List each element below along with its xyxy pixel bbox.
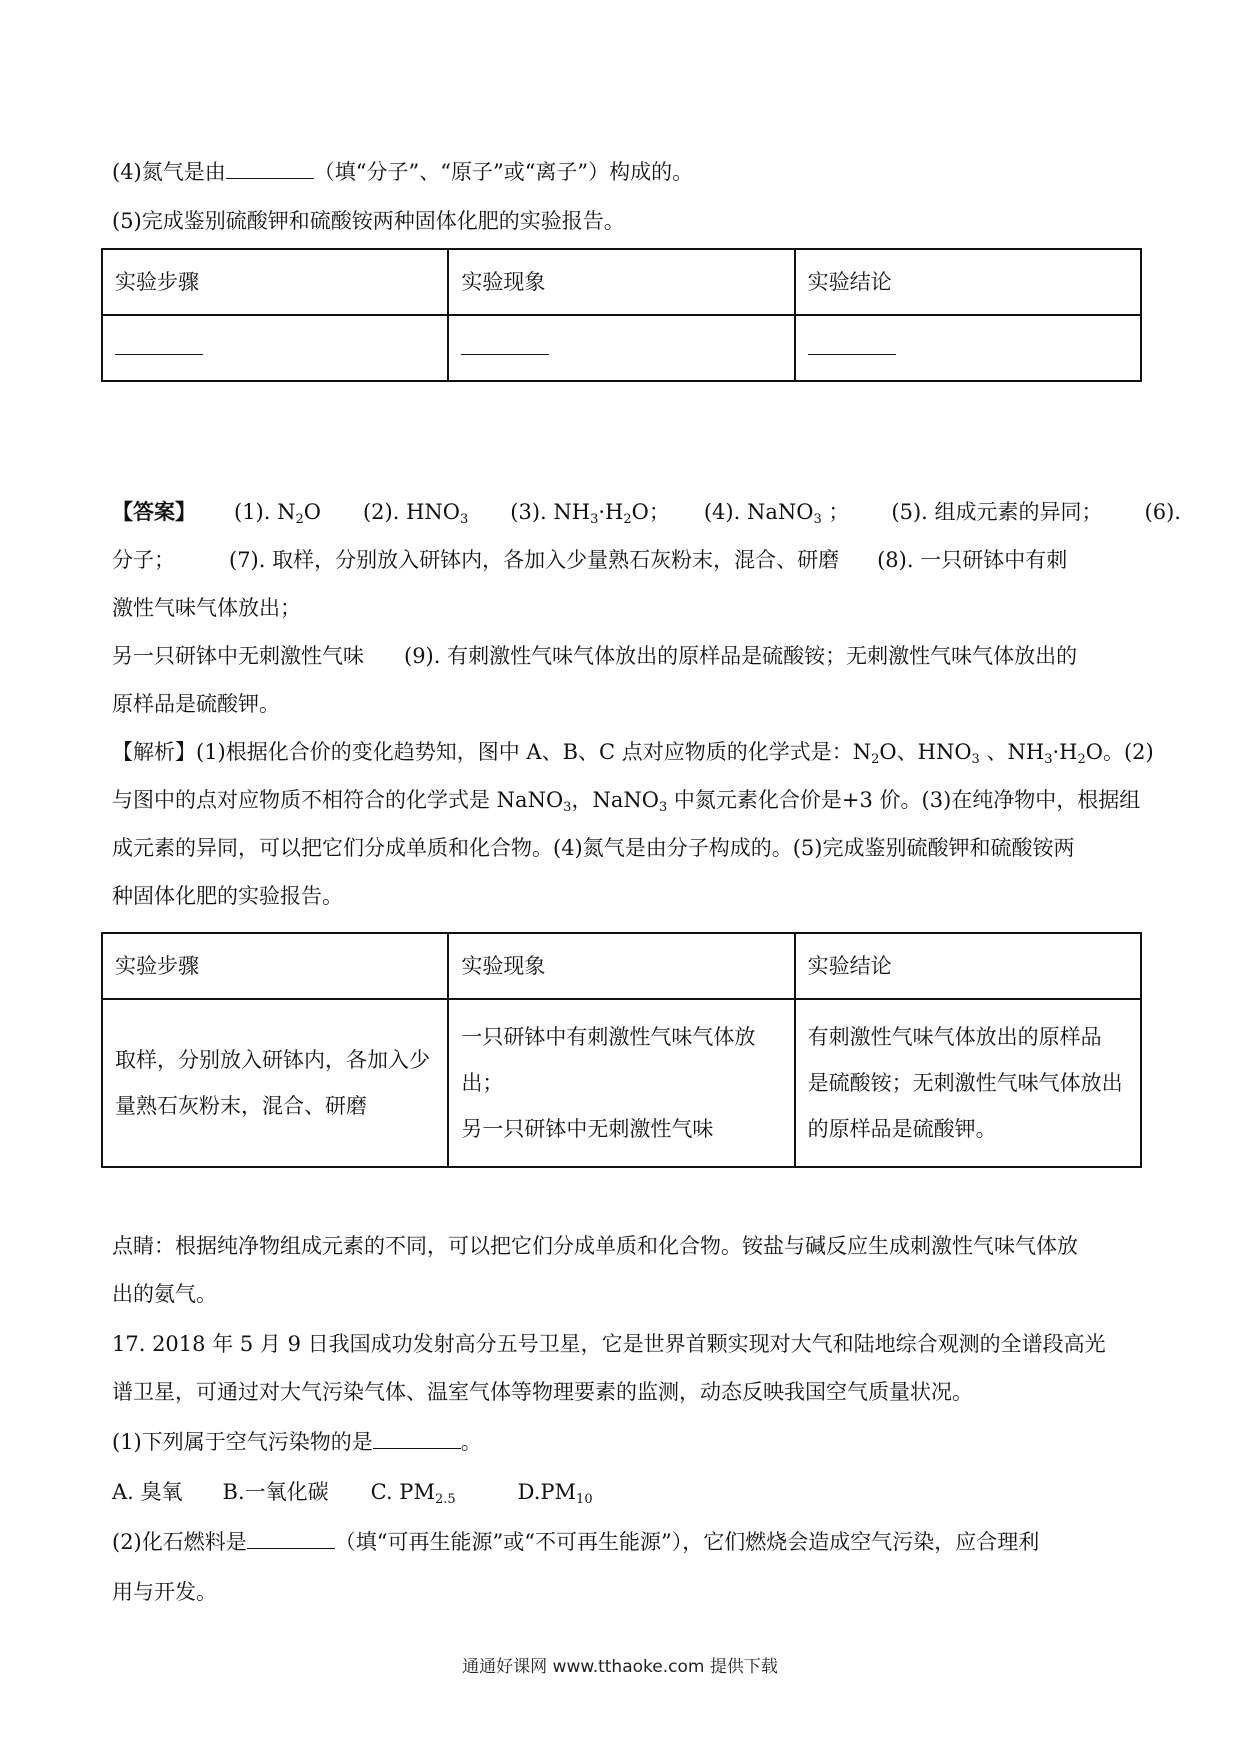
table2-cell-step: 取样，分别放入研钵内，各加入少 量熟石灰粉末，混合、研磨 bbox=[102, 999, 448, 1167]
experiment-table-blank bbox=[101, 248, 1142, 382]
table1-header-phenomenon: 实验现象 bbox=[448, 249, 794, 315]
question-17-sub-2: (2)化石燃料是 （填“可再生能源”或“不可再生能源”），它们燃烧会造成空气污染，应合理利 bbox=[112, 1530, 1040, 1554]
q4-suffix: （填“分子”、“原子”或“离子”）构成的。 bbox=[313, 160, 694, 184]
option-c[interactable]: C. $PM_{2.5}$ bbox=[370, 1480, 456, 1507]
table2-cell-conclusion: 有刺激性气味气体放出的原样品 是硫酸铵；无刺激性气味气体放出 的原样品是硫酸钾。 bbox=[795, 999, 1141, 1167]
answer-blank[interactable] bbox=[115, 336, 203, 355]
answer-item-3: (3). $NH_3\cdot H_2O$； bbox=[510, 500, 670, 527]
question-4 bbox=[112, 158, 693, 186]
answer-blank[interactable] bbox=[461, 336, 549, 355]
answer-item-6: (6). bbox=[1144, 500, 1181, 524]
answer-item-5: (5). 组成元素的异同； bbox=[891, 500, 1103, 524]
answer-line-1 bbox=[112, 498, 1181, 534]
question-17-options bbox=[112, 1478, 593, 1514]
q4-prefix: (4)氮气是由 bbox=[112, 160, 226, 184]
answer-line-3: 激性气味气体放出； bbox=[112, 596, 301, 620]
page-footer: 通通好课网 www.tthaoke.com 提供下载 bbox=[462, 1657, 778, 1677]
option-d[interactable]: $D.PM_{10}$ bbox=[517, 1480, 593, 1507]
answer-line-4: 另一只研钵中无刺激性气味 (9). 有刺激性气味气体放出的原样品是硫酸铵；无刺激性气味气体放出的 bbox=[112, 644, 1078, 668]
answer-item-9: (9). 有刺激性气味气体放出的原样品是硫酸铵；无刺激性气味气体放出的 bbox=[404, 644, 1078, 668]
question-17-sub-1: (1)下列属于空气污染物的是 。 bbox=[112, 1430, 482, 1454]
answer-blank[interactable] bbox=[226, 160, 314, 179]
table2-header-phenomenon: 实验现象 bbox=[448, 933, 794, 999]
answer-line-2 bbox=[112, 546, 1067, 574]
answer-item-1: (1). $N_2O$ bbox=[234, 500, 321, 527]
answer-blank[interactable] bbox=[247, 1530, 335, 1549]
question-17-line-2: 谱卫星，可通过对大气污染气体、温室气体等物理要素的监测，动态反映我国空气质量状况。 bbox=[112, 1380, 973, 1404]
answer-item-2: (2). $HNO_3$ bbox=[362, 500, 469, 527]
table2-header-conclusion: 实验结论 bbox=[795, 933, 1141, 999]
table1-cell-phenomenon[interactable] bbox=[448, 315, 794, 381]
table1-header-conclusion: 实验结论 bbox=[795, 249, 1141, 315]
answer-item-6-value: 分子； bbox=[112, 548, 175, 572]
table1-cell-step[interactable] bbox=[102, 315, 448, 381]
q5-text: (5)完成鉴别硫酸钾和硫酸铵两种固体化肥的实验报告。 bbox=[112, 209, 625, 233]
analysis-line-2: 与图中的点对应物质不相符合的化学式是 NaNO$_3$，NaNO$_3$ 中氮元素化合价是+3 价。(3)在纯净物中，根据组 bbox=[112, 788, 1141, 815]
tip-line-2: 出的氨气。 bbox=[112, 1282, 217, 1306]
option-b[interactable]: B.一氧化碳 bbox=[222, 1480, 329, 1504]
answer-item-4: (4). NaNO$_3$ ； bbox=[703, 500, 850, 527]
table2-cell-phenomenon: 一只研钵中有刺激性气味气体放 出； 另一只研钵中无刺激性气味 bbox=[448, 999, 794, 1167]
table2-header-step: 实验步骤 bbox=[102, 933, 448, 999]
table1-cell-conclusion[interactable] bbox=[795, 315, 1141, 381]
answer-item-8: (8). 一只研钵中有刺 bbox=[877, 548, 1068, 572]
analysis-line-4: 种固体化肥的实验报告。 bbox=[112, 884, 343, 908]
table1-header-step: 实验步骤 bbox=[102, 249, 448, 315]
option-a[interactable]: A. 臭氧 bbox=[112, 1480, 183, 1504]
question-17-line-1: 17. 2018 年 5 月 9 日我国成功发射高分五号卫星，它是世界首颗实现对大气和陆地综合观测的全谱段高光 bbox=[112, 1332, 1106, 1356]
answer-label: 【答案】 bbox=[112, 499, 196, 524]
tip-line-1: 点睛：根据纯净物组成元素的不同，可以把它们分成单质和化合物。铵盐与碱反应生成刺激性气味气体放 bbox=[112, 1234, 1078, 1258]
experiment-table-answer bbox=[101, 932, 1142, 1168]
answer-blank[interactable] bbox=[808, 336, 896, 355]
question-17-sub-2-line-2: 用与开发。 bbox=[112, 1580, 217, 1604]
analysis-line-1: 【解析】(1)根据化合价的变化趋势知，图中 A、B、C 点对应物质的化学式是：$N_2O$、$HNO_3$ 、$NH_3\cdot H_2O$。(2) bbox=[112, 740, 1154, 767]
answer-item-7: (7). 取样，分别放入研钵内，各加入少量熟石灰粉末，混合、研磨 bbox=[229, 548, 840, 572]
answer-blank[interactable] bbox=[373, 1430, 461, 1449]
answer-line-5: 原样品是硫酸钾。 bbox=[112, 692, 280, 716]
question-5 bbox=[112, 207, 625, 235]
analysis-line-3: 成元素的异同，可以把它们分成单质和化合物。(4)氮气是由分子构成的。(5)完成鉴别硫酸钾和硫酸铵两 bbox=[112, 836, 1075, 860]
